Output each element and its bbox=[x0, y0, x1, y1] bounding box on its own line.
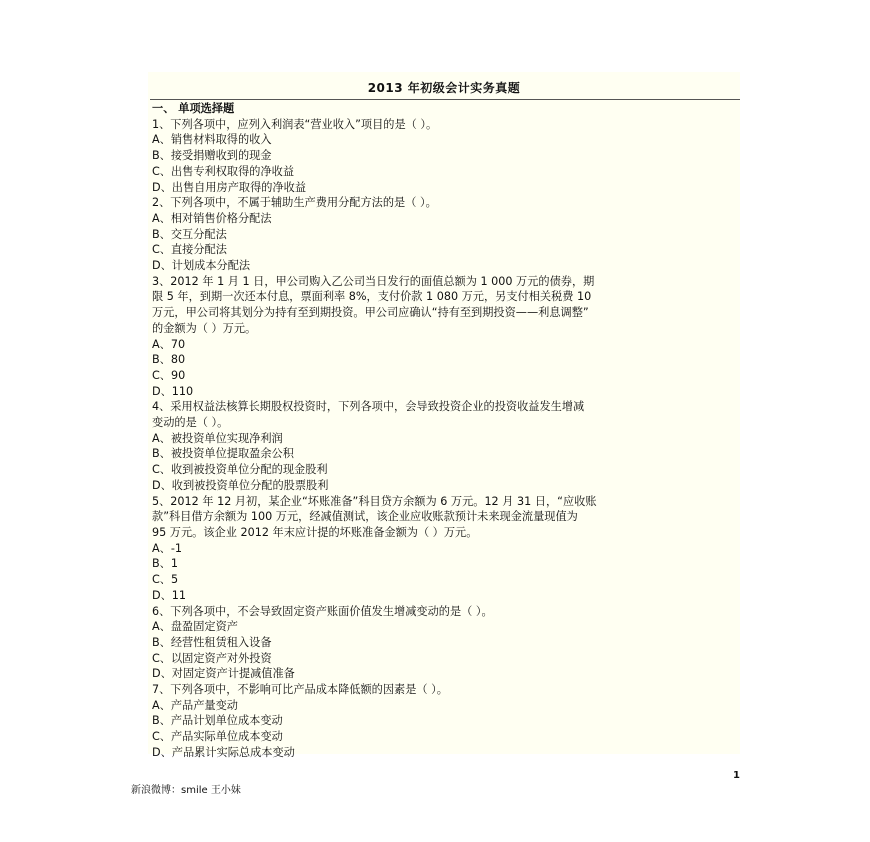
q3-option-b: B、80 bbox=[152, 353, 186, 367]
question-5-line-1: 5、2012 年 12 月初，某企业“坏账准备”科目贷方余额为 6 万元。12 月 31 日，“应收账 bbox=[152, 494, 597, 508]
q1-option-c: C、出售专利权取得的净收益 bbox=[152, 164, 295, 178]
q4-option-b: B、被投资单位提取盈余公积 bbox=[152, 447, 294, 461]
q4-option-a: A、被投资单位实现净利润 bbox=[152, 431, 283, 445]
q2-option-b: B、交互分配法 bbox=[152, 227, 227, 241]
question-3-line-4: 的金额为（ ）万元。 bbox=[152, 321, 257, 335]
q5-option-c: C、5 bbox=[152, 573, 179, 587]
q1-option-d: D、出售自用房产取得的净收益 bbox=[152, 180, 307, 194]
question-2: 2、下列各项中，不属于辅助生产费用分配方法的是（ ）。 bbox=[152, 196, 437, 210]
q2-option-c: C、直接分配法 bbox=[152, 243, 227, 257]
q6-option-b: B、经营性租赁租入设备 bbox=[152, 635, 272, 649]
question-3-line-1: 3、2012 年 1 月 1 日，甲公司购入乙公司当日发行的面值总额为 1 000 万元的债券，期 bbox=[152, 274, 595, 288]
q4-option-c: C、收到被投资单位分配的现金股利 bbox=[152, 463, 328, 477]
document-title: 2013 年初级会计实务真题 bbox=[367, 81, 521, 95]
q1-option-b: B、接受捐赠收到的现金 bbox=[152, 149, 272, 163]
page-number: 1 bbox=[733, 770, 740, 781]
q3-option-c: C、90 bbox=[152, 368, 186, 382]
q7-option-b: B、产品计划单位成本变动 bbox=[152, 714, 283, 728]
question-1: 1、下列各项中，应列入利润表“营业收入”项目的是（ ）。 bbox=[152, 117, 438, 131]
question-3-line-3: 万元，甲公司将其划分为持有至到期投资。甲公司应确认“持有至到期投资——利息调整” bbox=[152, 306, 589, 320]
question-3-line-2: 限 5 年，到期一次还本付息，票面利率 8%，支付价款 1 080 万元，另支付相关税费 10 bbox=[152, 290, 592, 304]
q4-option-d: D、收到被投资单位分配的股票股利 bbox=[152, 478, 329, 492]
q7-option-d: D、产品累计实际总成本变动 bbox=[152, 745, 295, 759]
question-6: 6、下列各项中，不会导致固定资产账面价值发生增减变动的是（ ）。 bbox=[152, 604, 493, 618]
question-5-line-2: 款”科目借方余额为 100 万元，经减值测试，该企业应收账款预计未来现金流量现值为 bbox=[152, 510, 578, 524]
q3-option-a: A、70 bbox=[152, 337, 186, 351]
q6-option-c: C、以固定资产对外投资 bbox=[152, 651, 272, 665]
q2-option-d: D、计划成本分配法 bbox=[152, 259, 251, 273]
q7-option-a: A、产品产量变动 bbox=[152, 698, 238, 712]
q7-option-c: C、产品实际单位成本变动 bbox=[152, 730, 283, 744]
title-rule bbox=[150, 99, 740, 100]
q6-option-a: A、盘盈固定资产 bbox=[152, 620, 238, 634]
q5-option-a: A、-1 bbox=[152, 541, 182, 555]
q5-option-b: B、1 bbox=[152, 557, 178, 571]
q1-option-a: A、销售材料取得的收入 bbox=[152, 133, 272, 147]
section-heading: 一、 单项选择题 bbox=[152, 102, 235, 115]
question-5-line-3: 95 万元。该企业 2012 年末应计提的坏账准备金额为（ ）万元。 bbox=[152, 525, 478, 539]
question-list bbox=[152, 101, 740, 761]
q6-option-d: D、对固定资产计提减值准备 bbox=[152, 667, 295, 681]
question-7: 7、下列各项中，不影响可比产品成本降低额的因素是（ ）。 bbox=[152, 683, 448, 697]
q2-option-a: A、相对销售价格分配法 bbox=[152, 211, 272, 225]
question-4-line-1: 4、采用权益法核算长期股权投资时，下列各项中，会导致投资企业的投资收益发生增减 bbox=[152, 400, 585, 414]
question-4-line-2: 变动的是（ ）。 bbox=[152, 416, 229, 430]
q3-option-d: D、110 bbox=[152, 384, 194, 398]
footer-credit: 新浪微博：smile 王小妹 bbox=[131, 785, 241, 796]
q5-option-d: D、11 bbox=[152, 588, 187, 602]
